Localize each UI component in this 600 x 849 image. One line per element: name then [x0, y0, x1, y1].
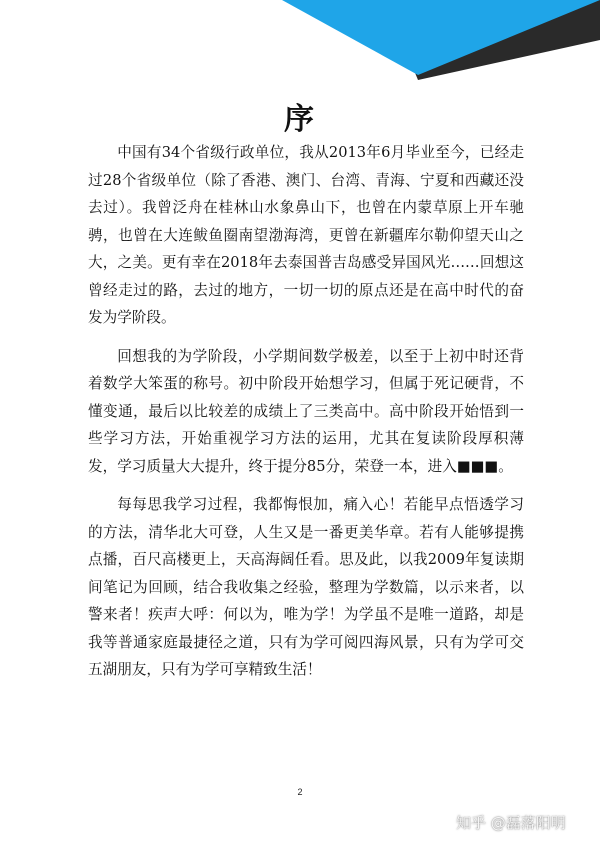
preface-body: [88, 139, 524, 684]
paragraph-study-history: 回想我的为学阶段，小学期间数学极差，以至于上初中时还背着数学大笨蛋的称号。初中阶段开始想学习，但属于死记硬背，不懂变通，最后以比较差的成绩上了三类高中。高中阶段开始悟到一些学习方法，开始重视学习方法的运用，尤其在复读阶段厚积薄发，学习质量大大提升，终于提分85分，荣登一本，进入■■■。: [88, 347, 524, 475]
decorative-corner-banner: [0, 0, 600, 80]
page-title: 序: [284, 102, 316, 137]
watermark-logo: 知乎 @磊落阳明: [456, 814, 566, 832]
paragraph-travel: 中国有34个省级行政单位，我从2013年6月毕业至今，已经走过28个省级单位（除了香港、澳门、台湾、青海、宁夏和西藏还没去过）。我曾泛舟在桂林山水象鼻山下，也曾在内蒙草原上开车驰骋，也曾在大连鲅鱼圈南望渤海湾，更曾在新疆库尔勒仰望天山之大，之美。更有幸在2018年去泰国普吉岛感受异国风光……回想这曾经走过的路，去过的地方，一切一切的原点还是在高中时代的奋发为学阶段。: [88, 144, 524, 326]
page-number: 2: [297, 787, 303, 797]
paragraph-reflection: 每每思我学习过程，我都悔恨加，痛入心！若能早点悟透学习的方法，清华北大可登，人生又是一番更美华章。若有人能够提携点播，百尺高楼更上，天高海阔任看。思及此，以我2009年复读期间笔记为回顾，结合我收集之经验，整理为学数篇，以示来者，以警来者！疾声大呼：何以为，唯为学！为学虽不是唯一道路，却是我等普通家庭最捷径之道，只有为学可阅四海风景，只有为学可交五湖朋友，只有为学可享精致生活！: [88, 496, 524, 678]
